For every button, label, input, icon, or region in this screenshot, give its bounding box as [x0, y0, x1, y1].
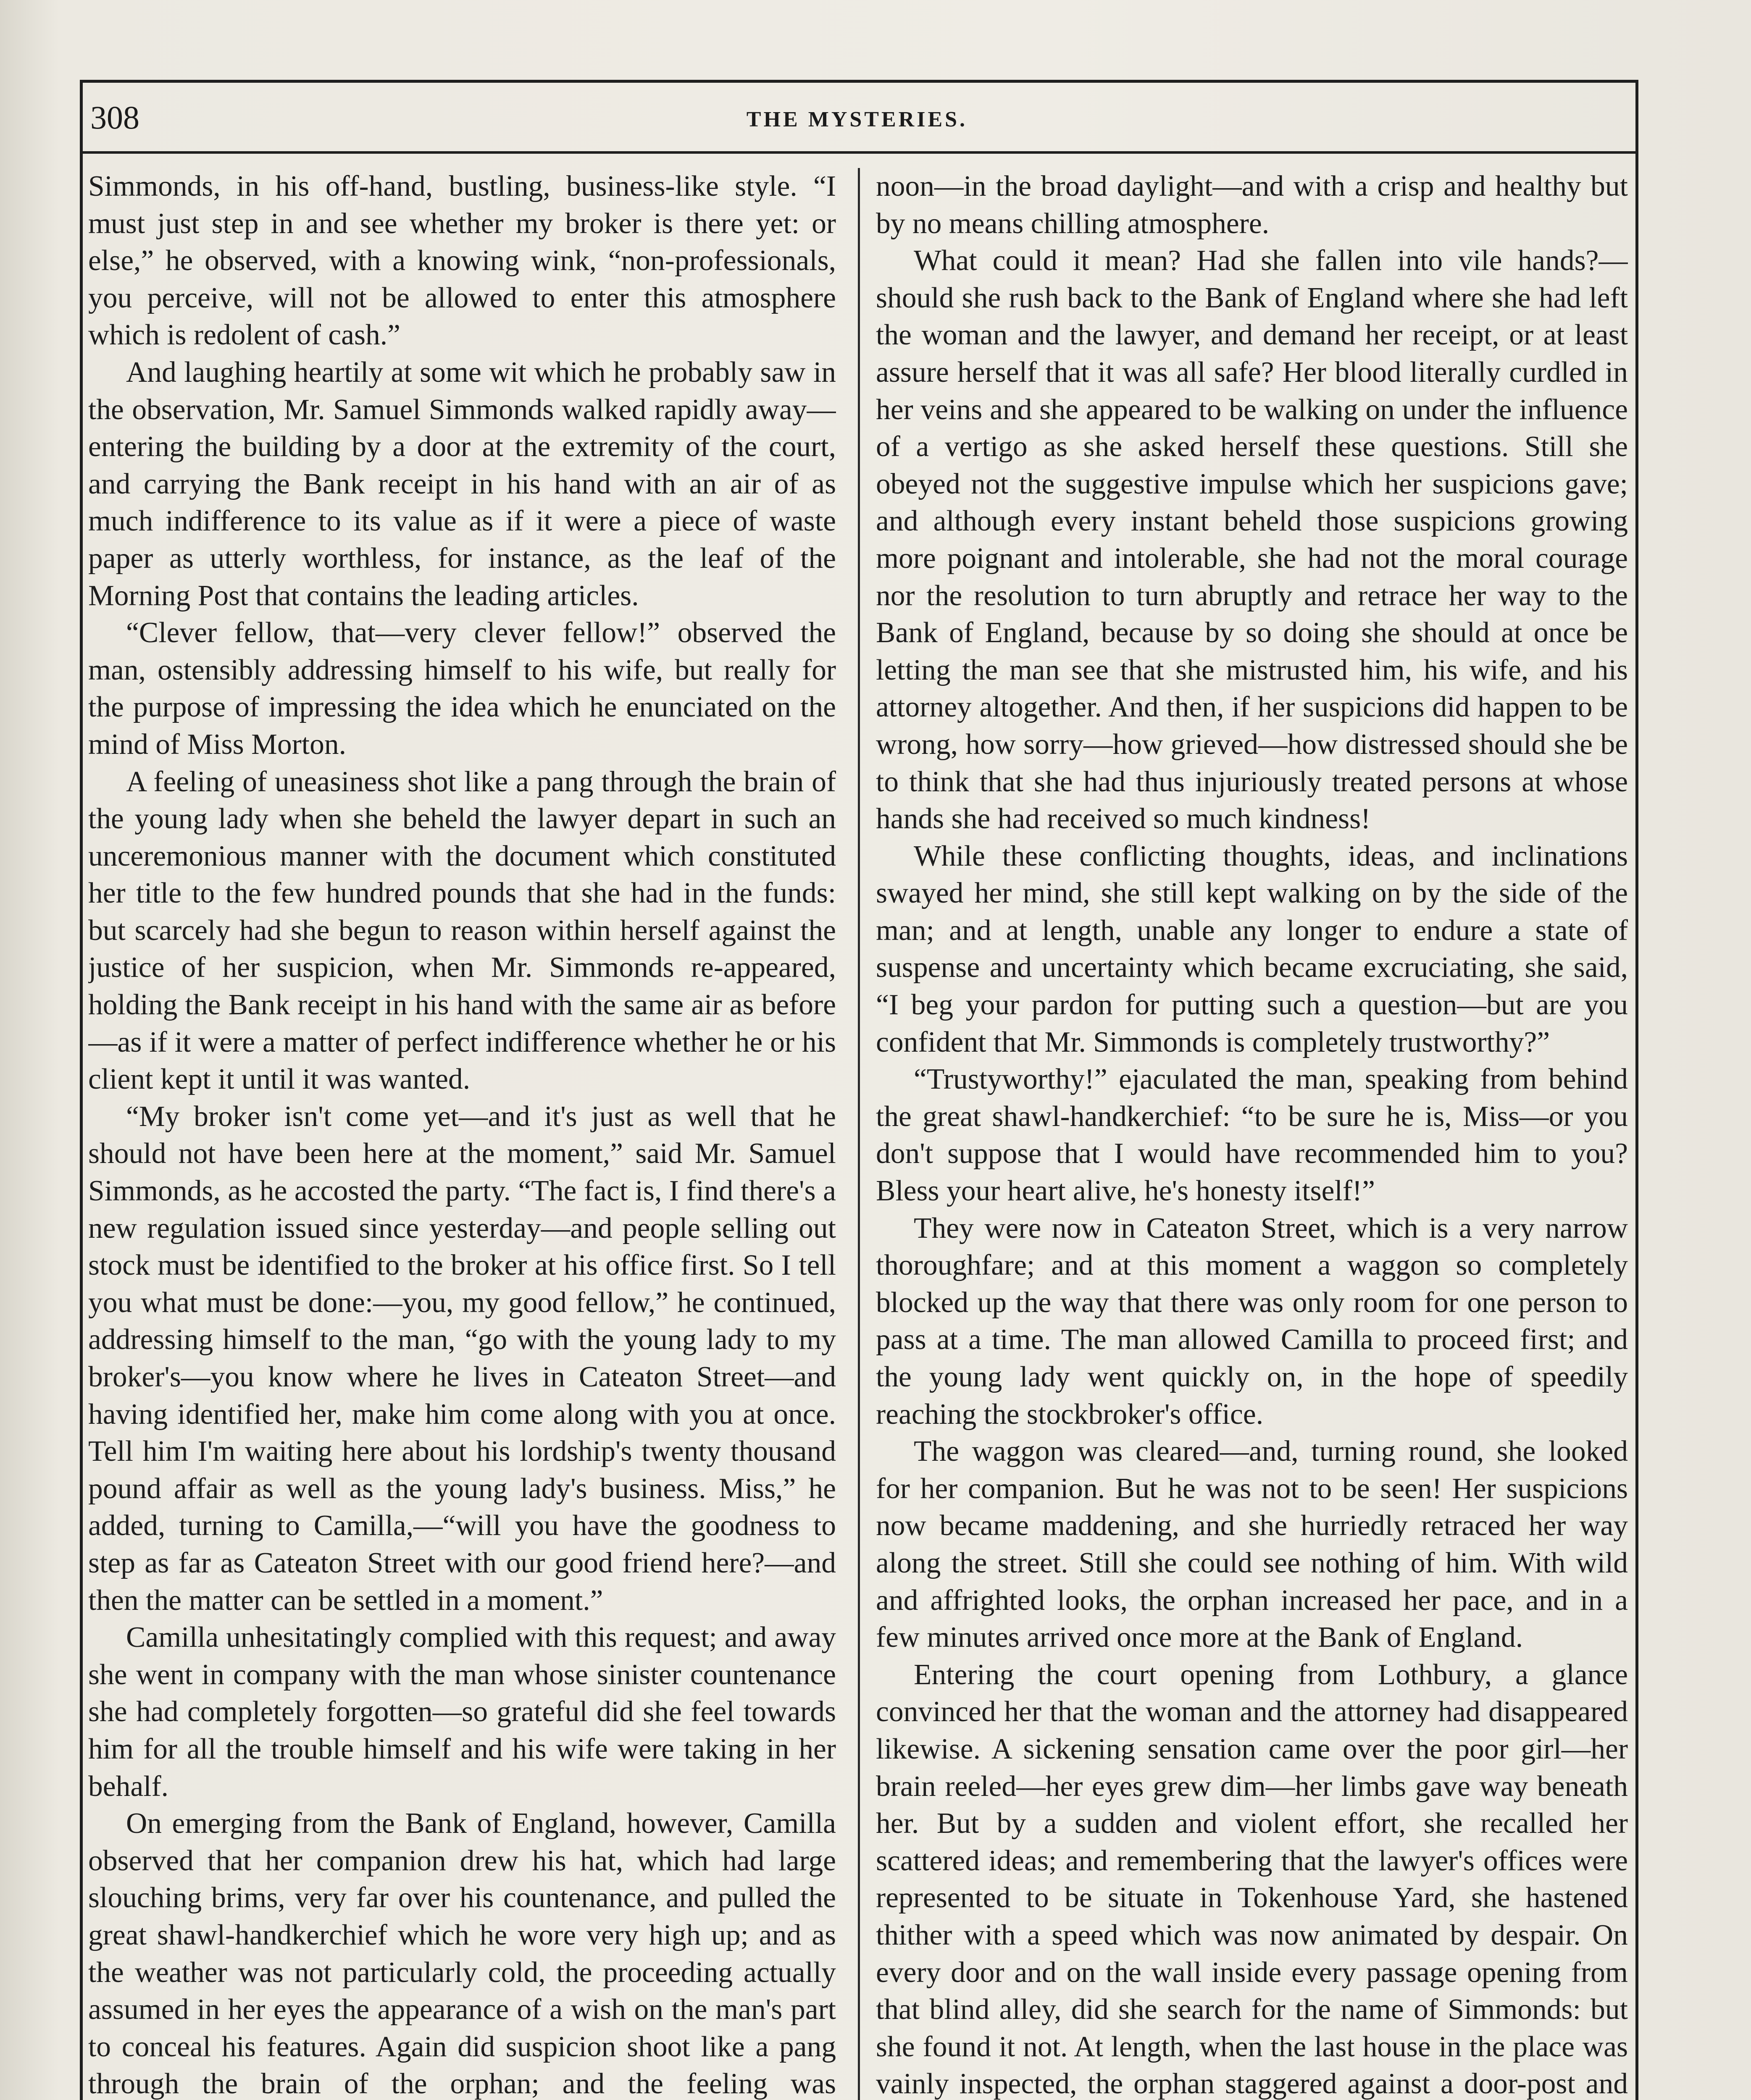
left-column	[88, 168, 836, 2100]
paragraph: And laughing heartily at some wit which he probably saw in the observation, Mr. Samuel Simmonds walked rapidly away—entering the building by a door at the extremity of the court, and carrying the Bank receipt in his hand with an air of as much indifference to its value as if it were a piece of waste paper as utterly worthless, for instance, as the leaf of the Morning Post that contains the leading articles.	[88, 356, 836, 612]
paragraph: “Clever fellow, that—very clever fellow!” observed the man, ostensibly addressing himself to his wife, but really for the purpose of impressing the idea which he enunciated on the mind of Miss Morton.	[88, 617, 836, 761]
paragraph: The waggon was cleared—and, turning round, she looked for her companion. But he was not to be seen! Her suspicions now became maddening, and she hurriedly retraced her way along the street. Still she could see nothing of him. With wild and affrighted looks, the orphan increased her pace, and in a few minutes arrived once more at the Bank of England.	[876, 1435, 1628, 1654]
paragraph: “My broker isn't come yet—and it's just as well that he should not have been here at the moment,” said Mr. Samuel Simmonds, as he accosted the party. “The fact is, I find there's a new regulation issued since yesterday—and people selling out stock must be identified to the broker at his office first. So I tell you what must be done:—you, my good fellow,” he continued, addressing himself to the man, “go with the young lady to my broker's—you know where he lives in Cateaton Street—and having identified her, make him come along with you at once. Tell him I'm waiting here about his lordship's twenty thousand pound affair as well as the young lady's business. Miss,” he added, turning to Camilla,—“will you have the goodness to step as far as Cateaton Street with our good friend here?—and then the matter can be settled in a moment.”	[88, 1100, 836, 1617]
page-header	[88, 90, 1626, 149]
paragraph: noon—in the broad daylight—and with a crisp and healthy but by no means chilling atmosphere.	[876, 170, 1628, 240]
paragraph: Entering the court opening from Lothbury, a glance convinced her that the woman and the attorney had disappeared likewise. A sickening sensation came over the poor girl—her brain reeled—her eyes grew dim—her limbs gave way beneath her. But by a sudden and violent effort, she recalled her scattered ideas; and remembering that the lawyer's offices were represented to be situate in Tokenhouse Yard, she hastened thither with a speed which was now animated by despair. On every door and on the wall inside every passage opening from that blind alley, did she search for the name of Simmonds: but she found it not. At length, when the last house in the place was vainly inspected, the orphan staggered against a door-post and	[876, 1658, 1628, 2100]
paragraph: Simmonds, in his off-hand, bustling, business-like style. “I must just step in and see whether my broker is there yet: or else,” he observed, with a knowing wink, “non-professionals, you perceive, will not be allowed to enter this atmosphere which is redolent of cash.”	[88, 170, 836, 352]
page-number: 308	[90, 99, 139, 136]
running-head: THE MYSTERIES.	[746, 108, 968, 131]
paragraph: While these conflicting thoughts, ideas, and inclinations swayed her mind, she still kept walking on by the side of the man; and at length, unable any longer to endure a state of suspense and uncertainty which became excruciating, she said, “I beg your pardon for putting such a question—but are you confident that Mr. Simmonds is completely trustworthy?”	[876, 840, 1628, 1058]
paragraph: What could it mean? Had she fallen into vile hands?—should she rush back to the Bank of England where she had left the woman and the lawyer, and demand her receipt, or at least assure herself that it was all safe? Her blood literally curdled in her veins and she appeared to be walking on under the influence of a vertigo as she asked herself these questions. Still she obeyed not the suggestive impulse which her suspicions gave; and although every instant beheld those suspicions growing more poignant and intolerable, she had not the moral courage nor the resolution to turn abruptly and retrace her way to the Bank of England, because by so doing she should at once be letting the man see that she mistrusted him, his wife, and his attorney altogether. And then, if her suspicions did happen to be wrong, how sorry—how grieved—how distressed should she be to think that she had thus injuriously treated persons at whose hands she had received so much kindness!	[876, 244, 1628, 835]
paragraph: A feeling of uneasiness shot like a pang through the brain of the young lady when she beheld the lawyer depart in such an unceremonious manner with the document which constituted her title to the few hundred pounds that she had in the funds: but scarcely had she begun to reason within herself against the justice of her suspicion, when Mr. Simmonds re-appeared, holding the Bank receipt in his hand with the same air as before—as if it were a matter of perfect indifference whether he or his client kept it until it was wanted.	[88, 765, 836, 1096]
paragraph: “Trustyworthy!” ejaculated the man, speaking from behind the great shawl-handkerchief: “to be sure he is, Miss—or you don't suppose that I would have recommended him to you? Bless your heart alive, he's honesty itself!”	[876, 1063, 1628, 1208]
right-column	[876, 168, 1628, 2100]
paragraph: On emerging from the Bank of England, however, Camilla observed that her companion drew his hat, which had large slouching brims, very far over his countenance, and pulled the great shawl-handkerchief which he wore very high up; and as the weather was not particularly cold, the proceeding actually assumed in her eyes the appearance of a wish on the man's part to conceal his features. Again did suspicion shoot like a pang through the brain of the orphan; and the feeling was	[88, 1807, 836, 2100]
header-rule	[80, 151, 1638, 154]
paragraph: They were now in Cateaton Street, which is a very narrow thoroughfare; and at this moment a waggon so completely blocked up the way that there was only room for one person to pass at a time. The man allowed Camilla to proceed first; and the young lady went quickly on, in the hope of speedily reaching the stockbroker's office.	[876, 1212, 1628, 1431]
paragraph: Camilla unhesitatingly complied with this request; and away she went in company with the man whose sinister countenance she had completely forgotten—so grateful did she feel towards him for all the trouble himself and his wife were taking in her behalf.	[88, 1621, 836, 1803]
column-rule	[858, 168, 860, 2100]
